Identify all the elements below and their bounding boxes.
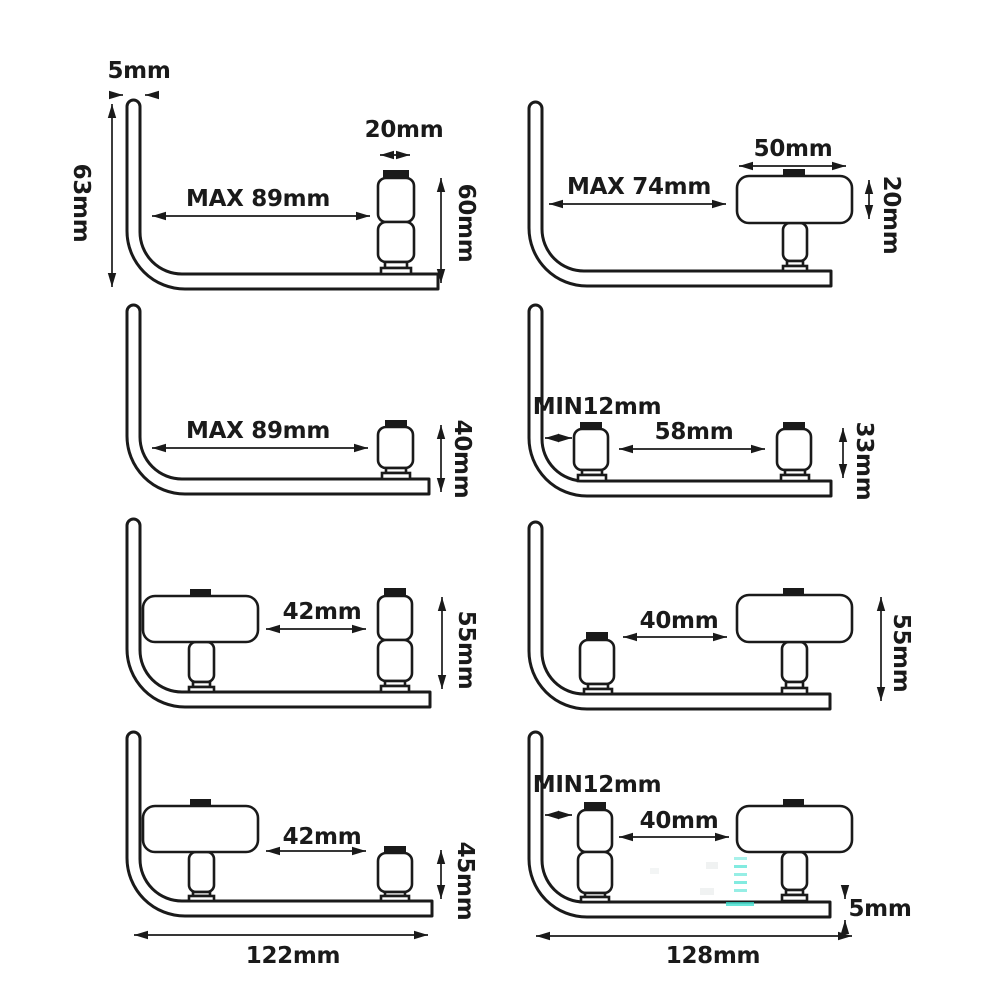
block-tab (783, 588, 804, 595)
roller-cap (584, 802, 606, 810)
block-tab (783, 169, 805, 176)
dim-label-roller-height: 45mm (452, 841, 478, 921)
guide-block (143, 596, 258, 642)
block-tab (783, 799, 804, 806)
dim-label-roller-height: 33mm (851, 421, 877, 501)
pedestal-body (782, 642, 807, 682)
diagram-mid-upper-left (127, 305, 441, 494)
dim-label-plate-thickness: 5mm (848, 896, 912, 922)
guide-block (737, 176, 852, 223)
dim-label-roller-height: 20mm (878, 175, 904, 255)
dim-label-base-length: 128mm (665, 943, 761, 969)
dim-label-spacing: 42mm (282, 824, 362, 850)
roller-body (378, 853, 412, 892)
block-tab (190, 589, 211, 596)
dim-label-roller-width: 20mm (364, 117, 444, 143)
dim-label-roller-height: 40mm (449, 419, 475, 499)
roller-foot (381, 268, 411, 274)
pedestal-foot (782, 688, 807, 694)
dim-label-spacing: 40mm (639, 808, 719, 834)
roller-body (378, 640, 412, 681)
watermark-artifact (650, 857, 754, 906)
roller-body (574, 429, 608, 470)
roller-cap (586, 632, 608, 640)
dim-label-roller-height: 60mm (453, 183, 479, 263)
pedestal-foot (189, 896, 214, 901)
roller-body (777, 429, 811, 470)
dim-label-min-gap: MIN12mm (532, 772, 662, 798)
roller-cap (580, 422, 602, 429)
dim-label-roller-width: 50mm (753, 136, 833, 162)
dim-label-roller-height: 55mm (888, 613, 914, 693)
roller-cap (383, 170, 409, 178)
dim-label-max-reach: MAX 89mm (186, 418, 330, 444)
roller-foot (584, 689, 612, 694)
dim-label-max-reach: MAX 74mm (567, 174, 711, 200)
roller-foot (382, 473, 410, 479)
dim-label-arm-height: 63mm (68, 163, 94, 243)
pedestal-body (189, 852, 214, 892)
roller-foot (578, 475, 606, 481)
roller-foot (781, 475, 809, 481)
dim-label-min-gap: MIN12mm (532, 394, 662, 420)
roller-foot (381, 896, 409, 901)
dim-label-arm-thickness: 5mm (107, 58, 171, 84)
guide-block (737, 806, 852, 852)
roller-body (378, 178, 414, 222)
diagram-bottom-right (529, 732, 852, 936)
roller-foot (581, 897, 609, 902)
guide-block (737, 595, 852, 642)
block-tab (190, 799, 211, 806)
pedestal-foot (782, 895, 807, 901)
dim-label-max-reach: MAX 89mm (186, 186, 330, 212)
dim-label-spacing: 40mm (639, 608, 719, 634)
pedestal-foot (783, 266, 807, 271)
dim-label-spacing: 58mm (654, 419, 734, 445)
roller-foot (381, 686, 409, 692)
roller-body (578, 852, 612, 893)
dim-label-base-length: 122mm (245, 943, 341, 969)
roller-cap (384, 588, 406, 596)
roller-body (578, 810, 612, 852)
roller-cap (385, 420, 407, 427)
roller-cap (783, 422, 805, 429)
dim-label-spacing: 42mm (282, 599, 362, 625)
pedestal-body (782, 852, 807, 890)
guide-block (143, 806, 258, 852)
roller-body (378, 596, 412, 640)
roller-cap (384, 846, 406, 853)
roller-body (378, 427, 413, 468)
roller-body (378, 222, 414, 262)
pedestal-body (189, 642, 214, 682)
pedestal-body (783, 223, 807, 261)
roller-body (580, 640, 614, 684)
pedestal-foot (189, 687, 214, 692)
dim-label-roller-height: 55mm (453, 610, 479, 690)
